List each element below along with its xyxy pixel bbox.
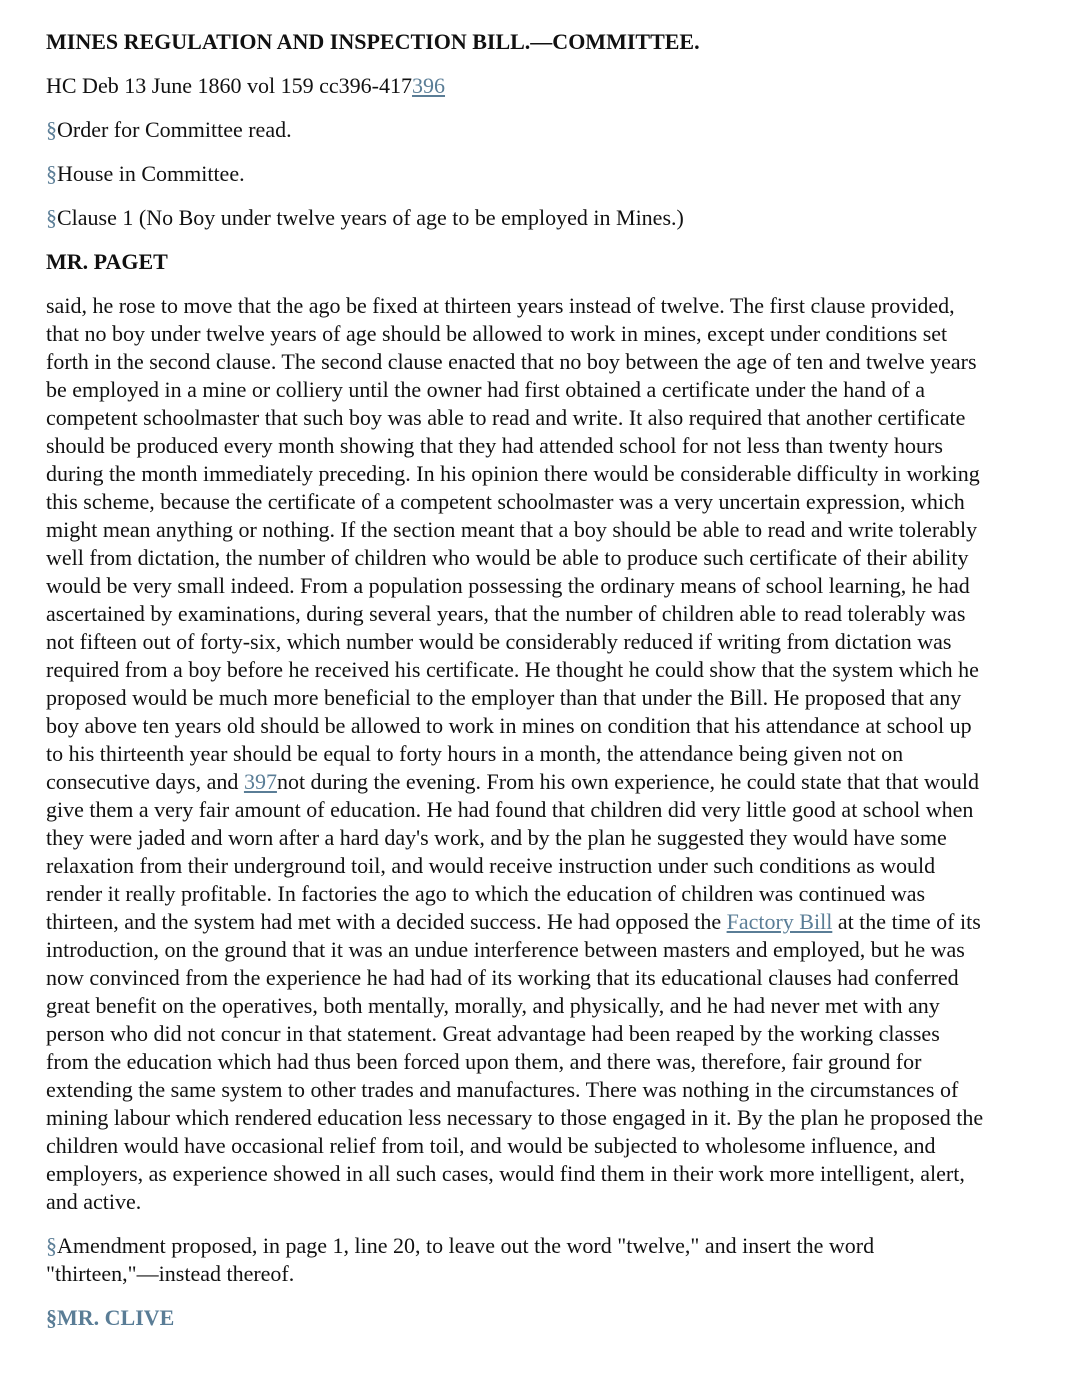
section-link[interactable]: § bbox=[46, 1233, 57, 1258]
column-link-396[interactable]: 396 bbox=[412, 73, 446, 98]
next-speaker bbox=[46, 1304, 986, 1332]
procedural-paragraph-3 bbox=[46, 204, 986, 232]
amendment-text: Amendment proposed, in page 1, line 20, to leave out the word "twelve," and insert the word "thirteen,"—instead thereof. bbox=[46, 1233, 875, 1286]
speech-text-part-2: not during the evening. From his own experience, he could state that that would give them a very fair amount of education. He had found that children did very little good at school when they were jaded and worn after a hard day's work, and by the plan he suggested they would have some relaxation from their underground toil, and would receive instruction under such conditions as would render it really profitable. In factories the ago to which the education of children was continued was thirteen, and the system had met with a decided success. He had opposed the bbox=[46, 769, 979, 934]
paragraph-text: Clause 1 (No Boy under twelve years of age to be employed in Mines.) bbox=[57, 205, 684, 230]
section-link[interactable]: § bbox=[46, 117, 57, 142]
section-link[interactable]: § bbox=[46, 161, 57, 186]
column-link-397[interactable]: 397 bbox=[243, 769, 277, 794]
speech-text-part-3: at the time of its introduction, on the ground that it was an undue interference between masters and employed, but he was now convinced from the experience he had had of its working that its educational clauses had conferred great benefit on the operatives, both mentally, morally, and physically, and he had never met with any person who did not concur in that statement. Great advantage had been reaped by the working classes from the education which had thus been forced upon them, and there was, therefore, fair ground for extending the same system to other trades and manufactures. There was nothing in the circumstances of mining labour which rendered education less necessary to those engaged in it. By the plan he proposed the children would have occasional relief from toil, and would be subjected to wholesome influence, and employers, as experience showed in all such cases, would find them in their work more intelligent, alert, and active. bbox=[46, 909, 984, 1214]
paragraph-text: Order for Committee read. bbox=[57, 117, 292, 142]
procedural-paragraph-2 bbox=[46, 160, 986, 188]
procedural-paragraph-1 bbox=[46, 116, 986, 144]
section-link[interactable]: § bbox=[46, 205, 57, 230]
amendment-paragraph bbox=[46, 1232, 986, 1288]
speech-text-part-1: said, he rose to move that the ago be fixed at thirteen years instead of twelve. The first clause provided, that no boy under twelve years of age should be allowed to work in mines, except under conditions set forth in the second clause. The second clause enacted that no boy between the age of ten and twelve years be employed in a mine or colliery until the owner had first obtained a certificate under the hand of a competent schoolmaster that such boy was able to read and write. It also required that another certificate should be produced every month showing that they had attended school for not less than twenty hours during the month immediately preceding. In his opinion there would be considerable difficulty in working this scheme, because the certificate of a competent schoolmaster was a very uncertain expression, which might mean anything or nothing. If the section meant that a boy should be able to read and write tolerably well from dictation, the number of children who would be able to produce such certificate of their ability would be very small indeed. From a population possessing the ordinary means of school learning, he had ascertained by examinations, during several years, that the number of children able to read tolerably was not fifteen out of forty-six, which number would be considerably reduced if writing from dictation was required from a boy before he received his certificate. He thought he could show that the system which he proposed would be much more beneficial to the employer than that under the Bill. He proposed that any boy above ten years old should be allowed to work in mines on condition that his attendance at school up to his thirteenth year should be equal to forty hours in a month, the attendance being given not on consecutive days, and bbox=[46, 293, 980, 794]
paragraph-text: House in Committee. bbox=[57, 161, 245, 186]
next-speaker-name: MR. CLIVE bbox=[57, 1305, 175, 1330]
speaker-name: MR. PAGET bbox=[46, 249, 168, 274]
factory-bill-link[interactable]: Factory Bill bbox=[726, 909, 833, 934]
citation-line bbox=[46, 72, 986, 100]
citation-text: HC Deb 13 June 1860 vol 159 cc396-417 bbox=[46, 73, 413, 98]
document-title: MINES REGULATION AND INSPECTION BILL.—COMMITTEE. bbox=[46, 29, 700, 54]
speech-body bbox=[46, 292, 986, 1216]
section-mark[interactable]: § bbox=[46, 1305, 57, 1330]
